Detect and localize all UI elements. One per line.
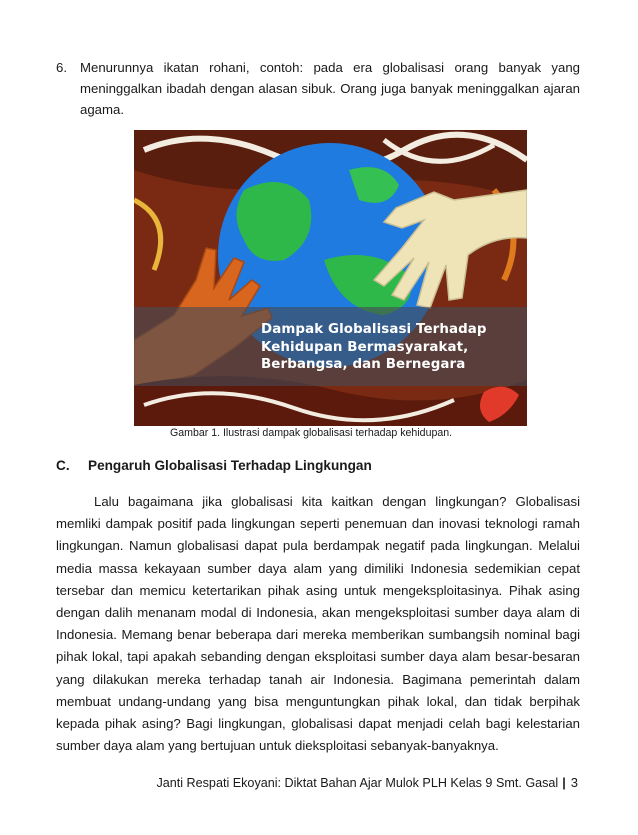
figure-caption: Gambar 1. Ilustrasi dampak globalisasi terhadap kehidupan. <box>170 427 453 439</box>
page-number: 3 <box>570 775 578 790</box>
globalization-illustration <box>134 130 527 426</box>
section-heading <box>56 458 372 473</box>
page-footer <box>156 775 578 790</box>
footer-separator: | <box>562 776 566 790</box>
list-item-text: Menurunnya ikatan rohani, contoh: pada era globalisasi orang banyak yang meninggalkan ibadah dengan alasan sibuk. Orang juga banyak meninggalkan ajaran agama. <box>80 60 580 117</box>
body-paragraph: Lalu bagaimana jika globalisasi kita kaitkan dengan lingkungan? Globalisasi memliki dampak positif pada lingkungan seperti penemuan dan inovasi teknologi ramah lingkungan. Namun globalisasi dapat pula berdampak negatif pada lingkungan. Melalui media massa kekayaan sumber daya alam yang dimiliki Indonesia sedemikian cepat tersebar dan memicu ketertarikan pihak asing untuk mengeksploitasinya. Pihak asing dengan dalih menanam modal di Indonesia, akan mengeksploitasi sumber daya alam di Indonesia. Memang benar beberapa dari mereka memberikan sumbangsih nominal bagi pihak lokal, tapi apakah sebanding dengan eksploitasi sumber daya alam besar-besaran yang dilakukan mereka terhadap tanah air Indonesia. Bagimana pemerintah dalam membuat undang-undang yang bisa menguntungkan pihak lokal, dan tidak berpihak kepada pihak asing? Bagi lingkungan, globalisasi dapat menjadi celah bagi kelestarian sumber daya alam yang bertujuan untuk dieksploitasi sebanyak-banyaknya. <box>56 494 580 754</box>
section-title: Pengaruh Globalisasi Terhadap Lingkungan <box>88 458 372 473</box>
footer-text: Janti Respati Ekoyani: Diktat Bahan Ajar Mulok PLH Kelas 9 Smt. Gasal <box>156 776 559 790</box>
overlay-title: Dampak Globalisasi Terhadap Kehidupan Bermasyarakat, Berbangsa, dan Bernegara <box>261 322 487 372</box>
section-letter: C. <box>56 458 70 473</box>
list-number: 6. <box>56 60 67 75</box>
list-item-6 <box>56 57 580 120</box>
